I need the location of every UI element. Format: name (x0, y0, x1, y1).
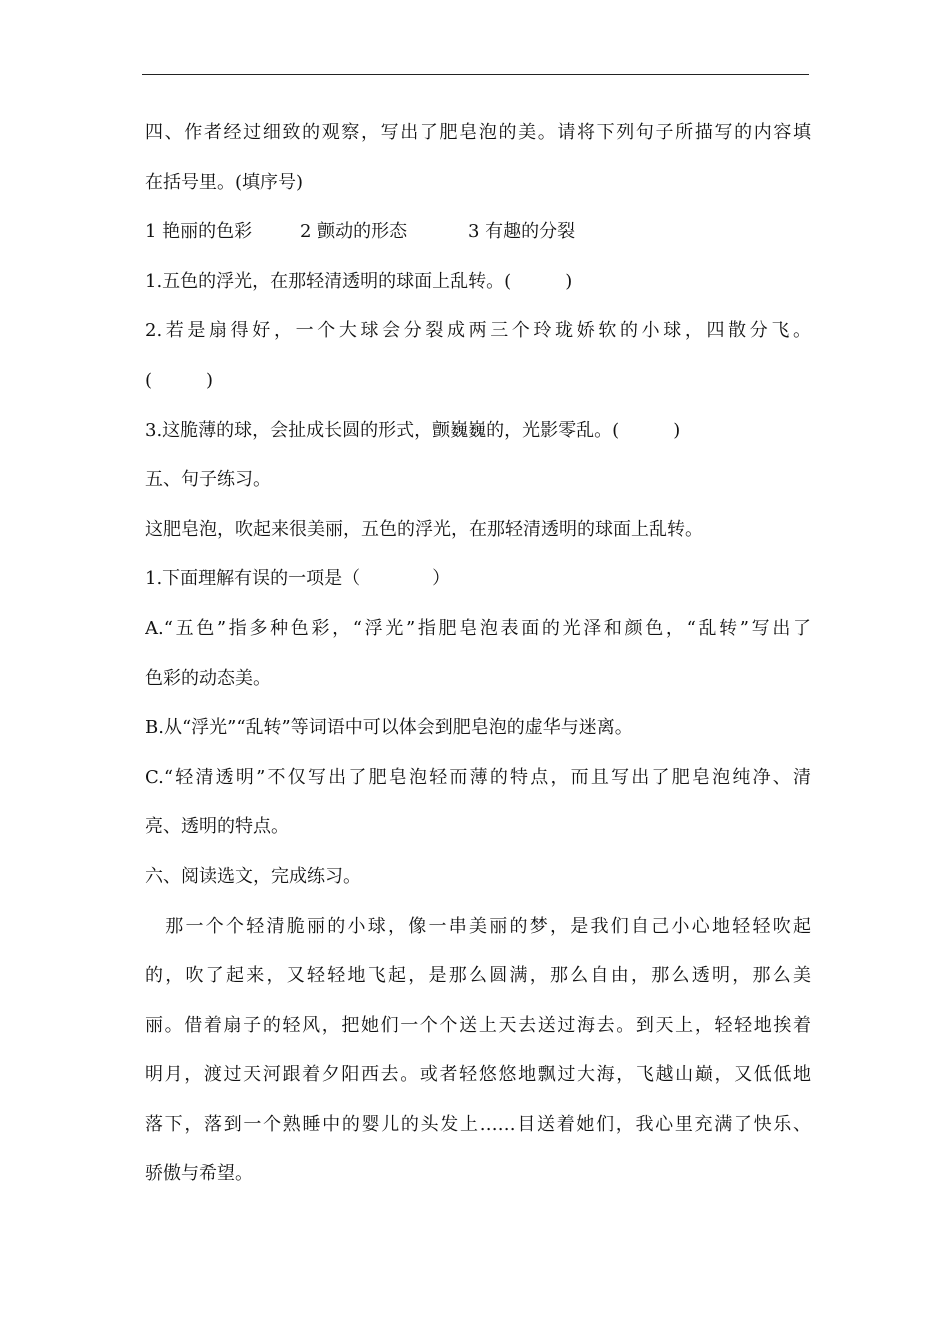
passage-line: 骄傲与希望。 (145, 1163, 253, 1185)
section4-question-2-line2: ( ) (145, 369, 214, 391)
section4-options (145, 207, 811, 257)
option-2: 2 颤动的形态 (300, 221, 408, 243)
section5-option-a-line1: A.“五色”指多种色彩，“浮光”指肥皂泡表面的光泽和颜色，“乱转”写出了 (145, 617, 811, 639)
document-body (145, 108, 811, 1199)
section5-sentence: 这肥皂泡，吹起来很美丽，五色的浮光，在那轻清透明的球面上乱转。 (145, 518, 703, 540)
section5-heading: 五、句子练习。 (145, 469, 271, 491)
passage-line: 明月，渡过天河跟着夕阳西去。或者轻悠悠地飘过大海，飞越山巅，又低低地 (145, 1064, 811, 1086)
header-rule (142, 74, 809, 75)
section4-question-3: 3.这脆薄的球，会扯成长圆的形式，颤巍巍的，光影零乱。( ) (145, 419, 681, 441)
passage-line: 丽。借着扇子的轻风，把她们一个个送上天去送过海去。到天上，轻轻地挨着 (145, 1014, 811, 1036)
section4-heading-line1: 四、作者经过细致的观察，写出了肥皂泡的美。请将下列句子所描写的内容填 (145, 122, 811, 143)
option-1: 1 艳丽的色彩 (145, 221, 253, 243)
section5-option-b: B.从“浮光”“乱转”等词语中可以体会到肥皂泡的虚华与迷离。 (145, 717, 633, 739)
section6-heading: 六、阅读选文，完成练习。 (145, 865, 361, 887)
passage-line: 那一个个轻清脆丽的小球，像一串美丽的梦，是我们自己小心地轻轻吹起 (145, 915, 811, 937)
section4-heading-line2: 在括号里。(填序号) (145, 171, 304, 193)
section4-question-1: 1.五色的浮光，在那轻清透明的球面上乱转。( ) (145, 270, 573, 292)
section5-question: 1.下面理解有误的一项是（ ） (145, 568, 451, 590)
passage-line: 的，吹了起来，又轻轻地飞起，是那么圆满，那么自由，那么透明，那么美 (145, 965, 811, 987)
passage-line: 落下，落到一个熟睡中的婴儿的头发上……目送着她们，我心里充满了快乐、 (145, 1113, 811, 1135)
section5-option-c-line2: 亮、透明的特点。 (145, 816, 289, 838)
option-3: 3 有趣的分裂 (468, 221, 576, 243)
section5-option-a-line2: 色彩的动态美。 (145, 667, 271, 689)
section4-question-2-line1: 2.若是扇得好，一个大球会分裂成两三个玲珑娇软的小球，四散分飞。 (145, 320, 811, 342)
section5-option-c-line1: C.“轻清透明”不仅写出了肥皂泡轻而薄的特点，而且写出了肥皂泡纯净、清 (145, 766, 811, 788)
